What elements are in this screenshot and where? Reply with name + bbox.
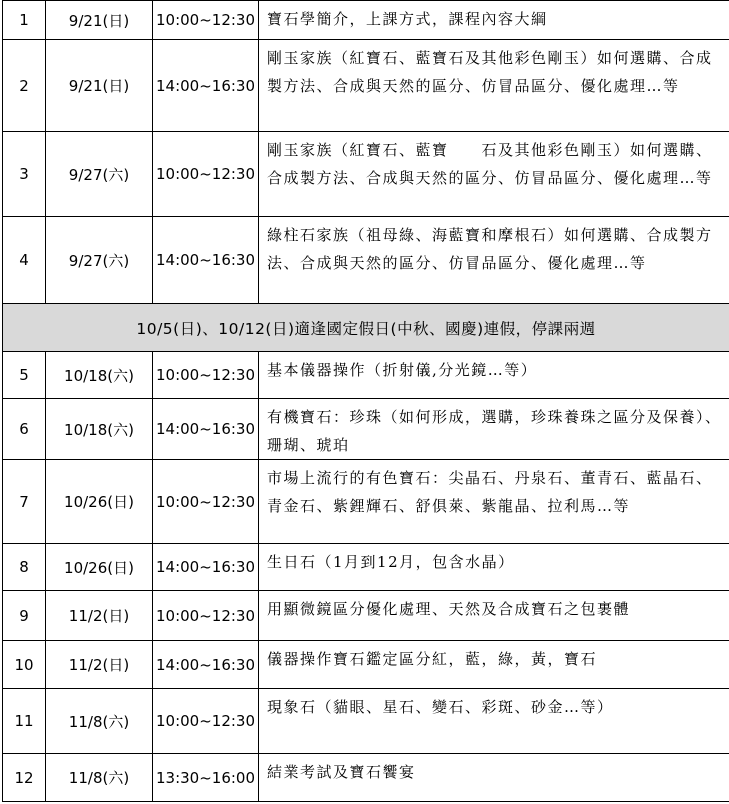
session-time: 14:00~16:30 <box>153 217 259 304</box>
session-content: 基本儀器操作（折射儀,分光鏡…等） <box>259 352 729 399</box>
table-row <box>3 40 729 132</box>
session-time: 14:00~16:30 <box>153 399 259 460</box>
session-number: 11 <box>3 689 46 754</box>
session-date: 9/27(六) <box>46 217 153 304</box>
session-date: 11/8(六) <box>46 689 153 754</box>
holiday-notice: 10/5(日)、10/12(日)適逢國定假日(中秋、國慶)連假，停課兩週 <box>3 304 729 352</box>
session-date: 9/21(日) <box>46 1 153 40</box>
session-number: 4 <box>3 217 46 304</box>
session-content: 剛玉家族（紅寶石、藍寶石及其他彩色剛玉）如何選購、合成製方法、合成與天然的區分、仿冒品區分、優化處理…等 <box>259 40 729 132</box>
session-number: 5 <box>3 352 46 399</box>
session-date: 11/2(日) <box>46 591 153 641</box>
table-row <box>3 399 729 460</box>
session-number: 8 <box>3 544 46 591</box>
session-content: 生日石（1月到12月，包含水晶） <box>259 544 729 591</box>
session-content: 剛玉家族（紅寶石、藍寶 石及其他彩色剛玉）如何選購、合成製方法、合成與天然的區分、仿冒品區分、優化處理…等 <box>259 132 729 217</box>
table-row <box>3 754 729 802</box>
session-number: 3 <box>3 132 46 217</box>
session-content: 用顯微鏡區分優化處理、天然及合成寶石之包裹體 <box>259 591 729 641</box>
session-date: 9/27(六) <box>46 132 153 217</box>
session-date: 10/18(六) <box>46 352 153 399</box>
session-time: 10:00~12:30 <box>153 1 259 40</box>
session-date: 10/18(六) <box>46 399 153 460</box>
session-time: 10:00~12:30 <box>153 460 259 544</box>
session-number: 1 <box>3 1 46 40</box>
table-row <box>3 460 729 544</box>
table-row <box>3 217 729 304</box>
session-date: 11/8(六) <box>46 754 153 802</box>
session-time: 10:00~12:30 <box>153 352 259 399</box>
session-number: 12 <box>3 754 46 802</box>
session-content: 寶石學簡介，上課方式，課程內容大綱 <box>259 1 729 40</box>
session-number: 10 <box>3 641 46 689</box>
table-row <box>3 591 729 641</box>
session-content: 有機寶石：珍珠（如何形成，選購，珍珠養珠之區分及保養）、珊瑚、琥珀 <box>259 399 729 460</box>
session-time: 14:00~16:30 <box>153 544 259 591</box>
session-time: 10:00~12:30 <box>153 591 259 641</box>
session-time: 13:30~16:00 <box>153 754 259 802</box>
session-time: 14:00~16:30 <box>153 641 259 689</box>
session-date: 11/2(日) <box>46 641 153 689</box>
table-row <box>3 544 729 591</box>
session-date: 9/21(日) <box>46 40 153 132</box>
session-time: 14:00~16:30 <box>153 40 259 132</box>
course-schedule-table <box>2 0 729 802</box>
table-row <box>3 1 729 40</box>
session-content: 儀器操作寶石鑑定區分紅，藍，綠，黃，寶石 <box>259 641 729 689</box>
session-time: 10:00~12:30 <box>153 689 259 754</box>
session-number: 2 <box>3 40 46 132</box>
session-time: 10:00~12:30 <box>153 132 259 217</box>
holiday-notice-row <box>3 304 729 352</box>
table-row <box>3 352 729 399</box>
session-content: 現象石（貓眼、星石、變石、彩斑、砂金…等） <box>259 689 729 754</box>
session-content: 市場上流行的有色寶石：尖晶石、丹泉石、董青石、藍晶石、青金石、紫鋰輝石、舒俱萊、紫龍晶、拉利馬…等 <box>259 460 729 544</box>
session-content: 結業考試及寶石饗宴 <box>259 754 729 802</box>
session-number: 9 <box>3 591 46 641</box>
session-content: 綠柱石家族（祖母綠、海藍寶和摩根石）如何選購、合成製方法、合成與天然的區分、仿冒品區分、優化處理…等 <box>259 217 729 304</box>
session-date: 10/26(日) <box>46 460 153 544</box>
session-date: 10/26(日) <box>46 544 153 591</box>
session-number: 7 <box>3 460 46 544</box>
table-row <box>3 641 729 689</box>
session-number: 6 <box>3 399 46 460</box>
table-row <box>3 132 729 217</box>
table-row <box>3 689 729 754</box>
